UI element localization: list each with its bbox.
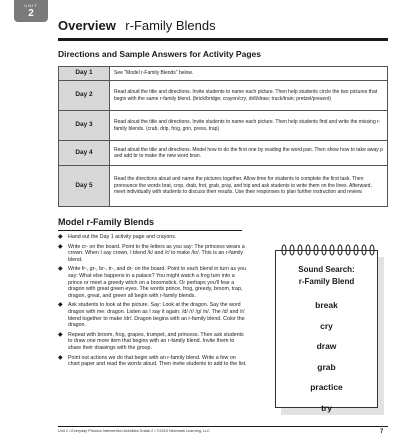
spiral-binding-icon (275, 243, 378, 257)
notepad-title-line1: Sound Search: (298, 265, 355, 274)
day-description: Read aloud the title and directions. Model how to do the first one by reading the word pan. Then show how to take away p and add br to make the new word bran. (110, 141, 388, 166)
day-description: Read the directions aloud and name the pictures together. Allow time for students to complete the first task. Then pronounce the words brat, crop, drab, fret, grab, pray, and trip and ask students to write them on the lines. Afterward, meet individually with students to discuss their results. Use their responses to plan further instruction and review. (110, 166, 388, 207)
notepad-word: grab (317, 361, 336, 372)
day-description: Read aloud the title and directions. Invite students to name each picture. Then help students find and write the missing r-family blends. (crab, drip, frog, grin, press, trap) (110, 111, 388, 141)
directions-heading: Directions and Sample Answers for Activity Pages (58, 49, 261, 59)
list-item (58, 332, 248, 352)
table-row (59, 141, 388, 166)
step-text: Write cr- on the board. Point to the letters as you say: The princess wears a crown. When I say crown, I blend /k/ and /r/ to make /kr/. This is an r-family blend. (68, 243, 245, 263)
step-text: Repeat with broom, frog, grapes, trumpet, and princess. Then ask students to draw one more item that begins with an r-family blend. Invite them to share their drawings with the group. (68, 331, 244, 351)
table-row (59, 111, 388, 141)
step-text: Ask students to look at the picture. Say: Look at the dragon. Say the word dragon with me: dragon. Listen as I say it again: /d/ /r/ /g/ /n/. The /d/ and /r/ blend together to make /dr/. Dragon begins with an r-family blend. Color the dragon. (68, 302, 245, 329)
table-row (59, 166, 388, 207)
diamond-bullet-icon: ◆ (58, 234, 63, 240)
step-text: Point out actions we do that begin with an r-family blend. Write a few on chart paper and read the words aloud. Then invite students to add to the list. (68, 354, 247, 368)
notepad-word: draw (316, 341, 337, 351)
notepad-word: practice (310, 382, 343, 392)
page-title: r-Family Blends (125, 18, 216, 33)
step-text: Hand out the Day 1 activity page and crayons. (68, 234, 177, 240)
diamond-bullet-icon: ◆ (58, 243, 63, 250)
list-item (58, 244, 248, 264)
notepad-word: break (315, 300, 338, 310)
list-item (58, 234, 248, 241)
list-item (58, 302, 248, 328)
notepad-word-list (275, 295, 378, 418)
model-heading: Model r-Family Blends (58, 217, 155, 227)
overview-label: Overview (58, 18, 116, 33)
table-row (59, 81, 388, 111)
day-label: Day 2 (59, 81, 110, 111)
day-description: See "Model r-Family Blends" below. (110, 67, 388, 81)
list-item (58, 266, 248, 299)
page-number: 7 (380, 429, 384, 435)
day-label: Day 4 (59, 141, 110, 166)
notepad-title-line2: r-Family Blend (298, 277, 355, 286)
directions-table (58, 66, 388, 207)
day-description: Read aloud the title and directions. Invite students to name each picture. Then help students circle the two pictures that begin with the same r-family blend. (brick/bridge; crayon/cry; drill/draw; truck/train; pretzel/present) (110, 81, 388, 111)
list-item (58, 355, 248, 368)
page-header (58, 17, 388, 41)
diamond-bullet-icon: ◆ (58, 331, 63, 338)
diamond-bullet-icon: ◆ (58, 266, 63, 273)
notepad-word: try (321, 402, 332, 413)
notepad-word: cry (320, 320, 333, 331)
header-rule (58, 38, 388, 41)
diamond-bullet-icon: ◆ (58, 302, 63, 309)
model-heading-rule (58, 230, 242, 231)
unit-tab (14, 0, 48, 22)
footer-rule (58, 426, 388, 427)
footer-text: Unit 2 • Everyday Phonics Intervention Activities Grade 2 • ©2010 Newmark Learning, LLC (58, 429, 210, 433)
day-label: Day 5 (59, 166, 110, 207)
model-steps-list (58, 234, 248, 371)
table-row (59, 67, 388, 81)
step-text: Write fr-, gr-, br-, tr-, and dr- on the board. Point to each blend in turn as you say: What else happens in a palace? You might watch a frog turn into a prince or meet a greedy witch on a broomstick. Or perhaps you'll fear a dragon with great green eyes. The words prince, frog, greedy, broom, trap, dragon, great, and green all begin with r-family blends. (68, 266, 247, 299)
day-label: Day 1 (59, 67, 110, 81)
diamond-bullet-icon: ◆ (58, 354, 63, 361)
unit-tab-label: UNIT (24, 3, 38, 8)
day-label: Day 3 (59, 111, 110, 141)
unit-tab-number: 2 (28, 8, 34, 19)
